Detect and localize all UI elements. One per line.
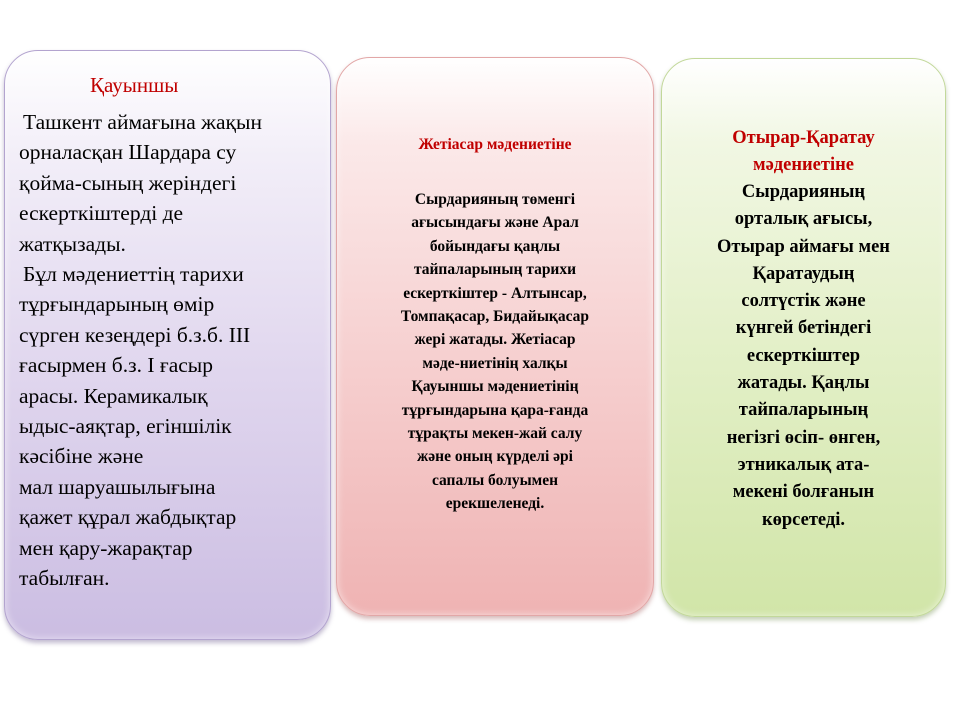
zhetiasar-line: ескерткіштер - Алтынсар, bbox=[403, 284, 587, 302]
kauynshy-line: сүрген кезеңдері б.з.б. ІІІ bbox=[19, 322, 251, 347]
otyrar-line: мекені болғанын bbox=[732, 482, 875, 503]
otyrar-title-line: мәдениетіне bbox=[752, 154, 854, 175]
otyrar-title-line: Отырар-Қаратау bbox=[732, 128, 875, 148]
kauynshy-line: тұрғындарының өмір bbox=[19, 292, 215, 317]
kauynshy-line: орналасқан Шардара су bbox=[19, 140, 237, 165]
otyrar-line: жатады. Қаңлы bbox=[737, 373, 870, 394]
zhetiasar-line: және оның күрделі әрі bbox=[417, 448, 573, 466]
kauynshy-text bbox=[19, 107, 324, 594]
zhetiasar-text bbox=[343, 188, 647, 516]
zhetiasar-line: жері жатады. Жетіасар bbox=[414, 331, 576, 349]
zhetiasar-line: тұрақты мекен-жай салу bbox=[407, 425, 583, 443]
otyrar-line: тайпаларының bbox=[738, 400, 869, 421]
kauynshy-title: Қауыншы bbox=[90, 73, 179, 97]
otyrar-line: негізгі өсіп- өнген, bbox=[726, 427, 881, 448]
otyrar-line: этникалық ата- bbox=[737, 454, 870, 475]
otyrar-line: солтүстік және bbox=[741, 291, 866, 312]
otyrar-line: күнгей бетіндегі bbox=[735, 318, 872, 339]
kauynshy-line: қажет құрал жабдықтар bbox=[19, 505, 237, 530]
zhetiasar-line: тайпаларының тарихи bbox=[413, 261, 577, 279]
otyrar-line: Сырдарияның bbox=[741, 182, 866, 202]
otyrar-line: көрсетеді. bbox=[761, 509, 846, 530]
zhetiasar-line: ағысындағы және Арал bbox=[411, 214, 579, 232]
kauynshy-line: мен қару-жарақтар bbox=[19, 535, 193, 560]
zhetiasar-line: бойындағы қаңлы bbox=[429, 237, 561, 255]
kauynshy-line: қойма-сының жеріндегі bbox=[19, 170, 237, 195]
kauynshy-line: ескерткіштерді де bbox=[19, 201, 184, 226]
zhetiasar-line: мәде-ниетінің халқы bbox=[422, 354, 568, 372]
kauynshy-line: ыдыс-аяқтар, егіншілік bbox=[19, 414, 232, 439]
otyrar-line: ескерткіштер bbox=[746, 345, 861, 366]
otyrar-line: Қаратаудың bbox=[752, 263, 855, 284]
zhetiasar-title: Жетіасар мәдениетіне bbox=[418, 136, 572, 153]
kauynshy-card bbox=[4, 50, 331, 640]
zhetiasar-line: Томпақасар, Бидайықасар bbox=[400, 308, 590, 326]
zhetiasar-card bbox=[336, 57, 654, 616]
zhetiasar-line: Қауыншы мәдениетінің bbox=[411, 378, 579, 396]
zhetiasar-line: тұрғындарына қара-ғанда bbox=[401, 401, 589, 419]
kauynshy-line: арасы. Керамикалық bbox=[19, 383, 208, 408]
kauynshy-line: табылған. bbox=[19, 566, 110, 591]
zhetiasar-line: сапалы болуымен bbox=[431, 471, 559, 489]
zhetiasar-line: Сырдарияның төменгі bbox=[414, 191, 576, 208]
kauynshy-line: Ташкент аймағына жақын bbox=[23, 110, 262, 134]
otyrar-line: орталық ағысы, bbox=[734, 209, 873, 230]
otyrar-title bbox=[662, 125, 945, 178]
kauynshy-line: кәсібіне және bbox=[19, 444, 144, 469]
otyrar-text bbox=[662, 179, 945, 534]
kauynshy-line: ғасырмен б.з. І ғасыр bbox=[19, 353, 213, 378]
zhetiasar-line: ерекшеленеді. bbox=[445, 495, 545, 513]
kauynshy-line: жатқызады. bbox=[19, 231, 126, 256]
kauynshy-line: мал шаруашылығына bbox=[19, 474, 216, 499]
otyrar-line: Отырар аймағы мен bbox=[717, 236, 890, 257]
kauynshy-line: Бұл мәдениеттің тарихи bbox=[23, 262, 244, 287]
otyrar-card bbox=[661, 58, 946, 617]
